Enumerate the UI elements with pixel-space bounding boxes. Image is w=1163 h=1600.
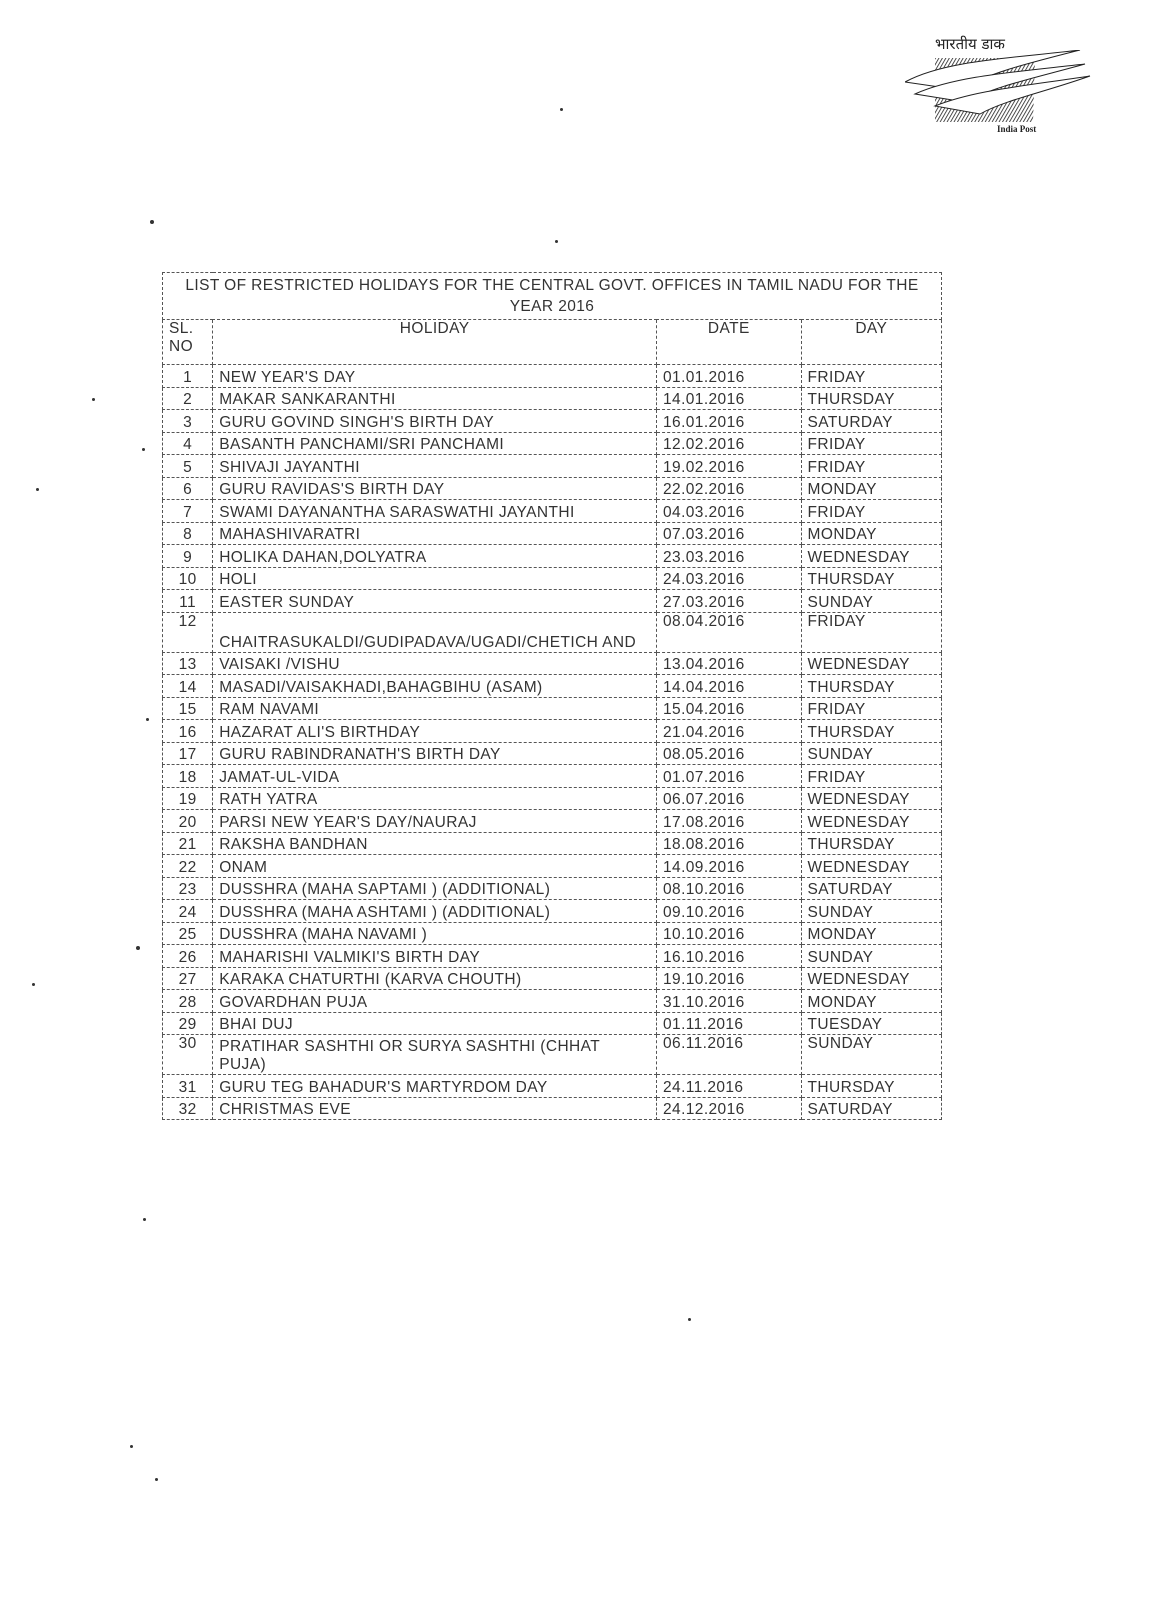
table-row <box>163 922 942 945</box>
cell-date: 19.02.2016 <box>657 455 802 478</box>
cell-holiday: GURU RAVIDAS'S BIRTH DAY <box>213 477 657 500</box>
table-row <box>163 742 942 765</box>
cell-date: 01.11.2016 <box>657 1012 802 1035</box>
scan-speck <box>150 220 154 224</box>
scan-speck <box>688 1318 691 1321</box>
cell-day: SUNDAY <box>801 945 941 968</box>
cell-day: SATURDAY <box>801 877 941 900</box>
header-date: DATE <box>657 320 802 365</box>
cell-date: 08.10.2016 <box>657 877 802 900</box>
cell-day: WEDNESDAY <box>801 855 941 878</box>
cell-sl-no: 4 <box>163 432 213 455</box>
cell-day: THURSDAY <box>801 832 941 855</box>
cell-day: SATURDAY <box>801 410 941 433</box>
cell-day: MONDAY <box>801 477 941 500</box>
table-row <box>163 1012 942 1035</box>
cell-sl-no: 18 <box>163 765 213 788</box>
cell-sl-no: 20 <box>163 810 213 833</box>
cell-date: 06.07.2016 <box>657 787 802 810</box>
table-title: LIST OF RESTRICTED HOLIDAYS FOR THE CENTRAL GOVT. OFFICES IN TAMIL NADU FOR THE YEAR 2016 <box>163 273 942 320</box>
cell-holiday: BHAI DUJ <box>213 1012 657 1035</box>
table-row <box>163 1097 942 1120</box>
cell-date: 14.04.2016 <box>657 675 802 698</box>
cell-date: 21.04.2016 <box>657 720 802 743</box>
cell-holiday: VAISAKI /VISHU <box>213 652 657 675</box>
header-sl-no: SL. NO <box>163 320 213 365</box>
cell-day: WEDNESDAY <box>801 787 941 810</box>
table-row <box>163 810 942 833</box>
cell-holiday: GURU RABINDRANATH'S BIRTH DAY <box>213 742 657 765</box>
cell-holiday: JAMAT-UL-VIDA <box>213 765 657 788</box>
cell-day: FRIDAY <box>801 612 941 652</box>
cell-day: FRIDAY <box>801 455 941 478</box>
cell-holiday: RAM NAVAMI <box>213 697 657 720</box>
cell-day: TUESDAY <box>801 1012 941 1035</box>
cell-date: 24.12.2016 <box>657 1097 802 1120</box>
cell-date: 08.05.2016 <box>657 742 802 765</box>
table-row <box>163 590 942 613</box>
cell-sl-no: 32 <box>163 1097 213 1120</box>
cell-sl-no: 5 <box>163 455 213 478</box>
cell-day: MONDAY <box>801 922 941 945</box>
table-row <box>163 545 942 568</box>
cell-sl-no: 6 <box>163 477 213 500</box>
cell-day: FRIDAY <box>801 365 941 388</box>
scan-speck <box>142 448 145 451</box>
cell-holiday: HOLIKA DAHAN,DOLYATRA <box>213 545 657 568</box>
cell-holiday: SHIVAJI JAYANTHI <box>213 455 657 478</box>
scan-speck <box>136 946 140 950</box>
cell-date: 13.04.2016 <box>657 652 802 675</box>
table-row <box>163 652 942 675</box>
cell-date: 12.02.2016 <box>657 432 802 455</box>
cell-day: MONDAY <box>801 990 941 1013</box>
cell-date: 10.10.2016 <box>657 922 802 945</box>
cell-date: 16.01.2016 <box>657 410 802 433</box>
scan-speck <box>130 1445 133 1448</box>
cell-sl-no: 2 <box>163 387 213 410</box>
cell-date: 14.01.2016 <box>657 387 802 410</box>
table-row <box>163 387 942 410</box>
cell-holiday: RAKSHA BANDHAN <box>213 832 657 855</box>
cell-day: WEDNESDAY <box>801 652 941 675</box>
cell-holiday: GURU GOVIND SINGH'S BIRTH DAY <box>213 410 657 433</box>
cell-date: 22.02.2016 <box>657 477 802 500</box>
cell-sl-no: 25 <box>163 922 213 945</box>
cell-holiday: MAHASHIVARATRI <box>213 522 657 545</box>
cell-sl-no: 14 <box>163 675 213 698</box>
table-row <box>163 522 942 545</box>
cell-holiday: DUSSHRA (MAHA SAPTAMI ) (ADDITIONAL) <box>213 877 657 900</box>
cell-holiday: KARAKA CHATURTHI (KARVA CHOUTH) <box>213 967 657 990</box>
cell-date: 01.07.2016 <box>657 765 802 788</box>
cell-date: 07.03.2016 <box>657 522 802 545</box>
scan-speck <box>92 398 95 401</box>
table-row <box>163 410 942 433</box>
table-row <box>163 990 942 1013</box>
cell-sl-no: 3 <box>163 410 213 433</box>
table-row <box>163 720 942 743</box>
scan-speck <box>36 488 39 491</box>
cell-sl-no: 17 <box>163 742 213 765</box>
cell-date: 06.11.2016 <box>657 1035 802 1075</box>
cell-sl-no: 21 <box>163 832 213 855</box>
cell-day: FRIDAY <box>801 765 941 788</box>
cell-date: 27.03.2016 <box>657 590 802 613</box>
cell-sl-no: 10 <box>163 567 213 590</box>
table-row <box>163 455 942 478</box>
cell-holiday: GOVARDHAN PUJA <box>213 990 657 1013</box>
cell-sl-no: 30 <box>163 1035 213 1075</box>
cell-date: 09.10.2016 <box>657 900 802 923</box>
cell-day: WEDNESDAY <box>801 810 941 833</box>
header-holiday: HOLIDAY <box>213 320 657 365</box>
cell-holiday: DUSSHRA (MAHA ASHTAMI ) (ADDITIONAL) <box>213 900 657 923</box>
table-row <box>163 945 942 968</box>
cell-sl-no: 12 <box>163 612 213 652</box>
cell-holiday: PARSI NEW YEAR'S DAY/NAURAJ <box>213 810 657 833</box>
cell-sl-no: 26 <box>163 945 213 968</box>
cell-day: SUNDAY <box>801 590 941 613</box>
scan-speck <box>555 240 558 243</box>
cell-date: 15.04.2016 <box>657 697 802 720</box>
table-row <box>163 477 942 500</box>
cell-date: 18.08.2016 <box>657 832 802 855</box>
cell-day: MONDAY <box>801 522 941 545</box>
table-row <box>163 432 942 455</box>
cell-holiday: CHRISTMAS EVE <box>213 1097 657 1120</box>
scan-speck <box>155 1478 158 1481</box>
cell-sl-no: 27 <box>163 967 213 990</box>
cell-holiday: DUSSHRA (MAHA NAVAMI ) <box>213 922 657 945</box>
cell-sl-no: 9 <box>163 545 213 568</box>
cell-sl-no: 7 <box>163 500 213 523</box>
cell-sl-no: 19 <box>163 787 213 810</box>
scan-speck <box>143 1218 146 1221</box>
table-row <box>163 1035 942 1075</box>
cell-day: THURSDAY <box>801 675 941 698</box>
table-row <box>163 765 942 788</box>
cell-date: 31.10.2016 <box>657 990 802 1013</box>
cell-sl-no: 1 <box>163 365 213 388</box>
cell-holiday: SWAMI DAYANANTHA SARASWATHI JAYANTHI <box>213 500 657 523</box>
table-row <box>163 855 942 878</box>
cell-holiday: PRATIHAR SASHTHI OR SURYA SASHTHI (CHHAT PUJA) <box>213 1035 657 1075</box>
india-post-emblem-icon <box>905 50 1105 125</box>
cell-day: SUNDAY <box>801 900 941 923</box>
cell-holiday: ONAM <box>213 855 657 878</box>
cell-holiday: MASADI/VAISAKHADI,BAHAGBIHU (ASAM) <box>213 675 657 698</box>
table-header-row <box>163 320 942 365</box>
cell-holiday: MAKAR SANKARANTHI <box>213 387 657 410</box>
cell-sl-no: 29 <box>163 1012 213 1035</box>
cell-date: 04.03.2016 <box>657 500 802 523</box>
cell-sl-no: 28 <box>163 990 213 1013</box>
cell-day: FRIDAY <box>801 697 941 720</box>
logo-hindi-text: भारतीय डाक <box>935 35 1005 53</box>
cell-sl-no: 15 <box>163 697 213 720</box>
cell-sl-no: 8 <box>163 522 213 545</box>
table-row <box>163 567 942 590</box>
table-row <box>163 787 942 810</box>
table-row <box>163 675 942 698</box>
cell-sl-no: 11 <box>163 590 213 613</box>
cell-holiday: NEW YEAR'S DAY <box>213 365 657 388</box>
cell-holiday: GURU TEG BAHADUR'S MARTYRDOM DAY <box>213 1075 657 1098</box>
cell-day: WEDNESDAY <box>801 545 941 568</box>
cell-date: 24.03.2016 <box>657 567 802 590</box>
cell-holiday: HAZARAT ALI'S BIRTHDAY <box>213 720 657 743</box>
table-row <box>163 877 942 900</box>
cell-day: THURSDAY <box>801 720 941 743</box>
table-row <box>163 967 942 990</box>
cell-date: 16.10.2016 <box>657 945 802 968</box>
india-post-logo <box>905 30 1105 140</box>
logo-english-text: India Post <box>997 124 1037 134</box>
cell-date: 23.03.2016 <box>657 545 802 568</box>
cell-day: FRIDAY <box>801 500 941 523</box>
cell-date: 19.10.2016 <box>657 967 802 990</box>
cell-day: SUNDAY <box>801 742 941 765</box>
cell-date: 24.11.2016 <box>657 1075 802 1098</box>
header-day: DAY <box>801 320 941 365</box>
scan-speck <box>146 718 149 721</box>
cell-holiday: CHAITRASUKALDI/GUDIPADAVA/UGADI/CHETICH AND <box>213 612 657 652</box>
cell-sl-no: 24 <box>163 900 213 923</box>
table-row <box>163 832 942 855</box>
cell-day: THURSDAY <box>801 387 941 410</box>
cell-holiday: RATH YATRA <box>213 787 657 810</box>
restricted-holidays-table <box>162 272 942 1120</box>
cell-date: 08.04.2016 <box>657 612 802 652</box>
cell-day: FRIDAY <box>801 432 941 455</box>
cell-date: 14.09.2016 <box>657 855 802 878</box>
table-row <box>163 697 942 720</box>
cell-holiday: MAHARISHI VALMIKI'S BIRTH DAY <box>213 945 657 968</box>
cell-day: THURSDAY <box>801 567 941 590</box>
scan-speck <box>32 983 35 986</box>
table-row <box>163 900 942 923</box>
scan-speck <box>560 108 563 111</box>
table-row <box>163 1075 942 1098</box>
cell-sl-no: 22 <box>163 855 213 878</box>
cell-day: THURSDAY <box>801 1075 941 1098</box>
cell-sl-no: 23 <box>163 877 213 900</box>
table-row <box>163 612 942 652</box>
cell-holiday: BASANTH PANCHAMI/SRI PANCHAMI <box>213 432 657 455</box>
cell-sl-no: 16 <box>163 720 213 743</box>
cell-holiday: HOLI <box>213 567 657 590</box>
cell-day: SUNDAY <box>801 1035 941 1075</box>
table-row <box>163 365 942 388</box>
cell-day: SATURDAY <box>801 1097 941 1120</box>
cell-sl-no: 31 <box>163 1075 213 1098</box>
cell-holiday: EASTER SUNDAY <box>213 590 657 613</box>
table-row <box>163 500 942 523</box>
cell-day: WEDNESDAY <box>801 967 941 990</box>
table-title-row <box>163 273 942 320</box>
cell-sl-no: 13 <box>163 652 213 675</box>
cell-date: 17.08.2016 <box>657 810 802 833</box>
cell-date: 01.01.2016 <box>657 365 802 388</box>
